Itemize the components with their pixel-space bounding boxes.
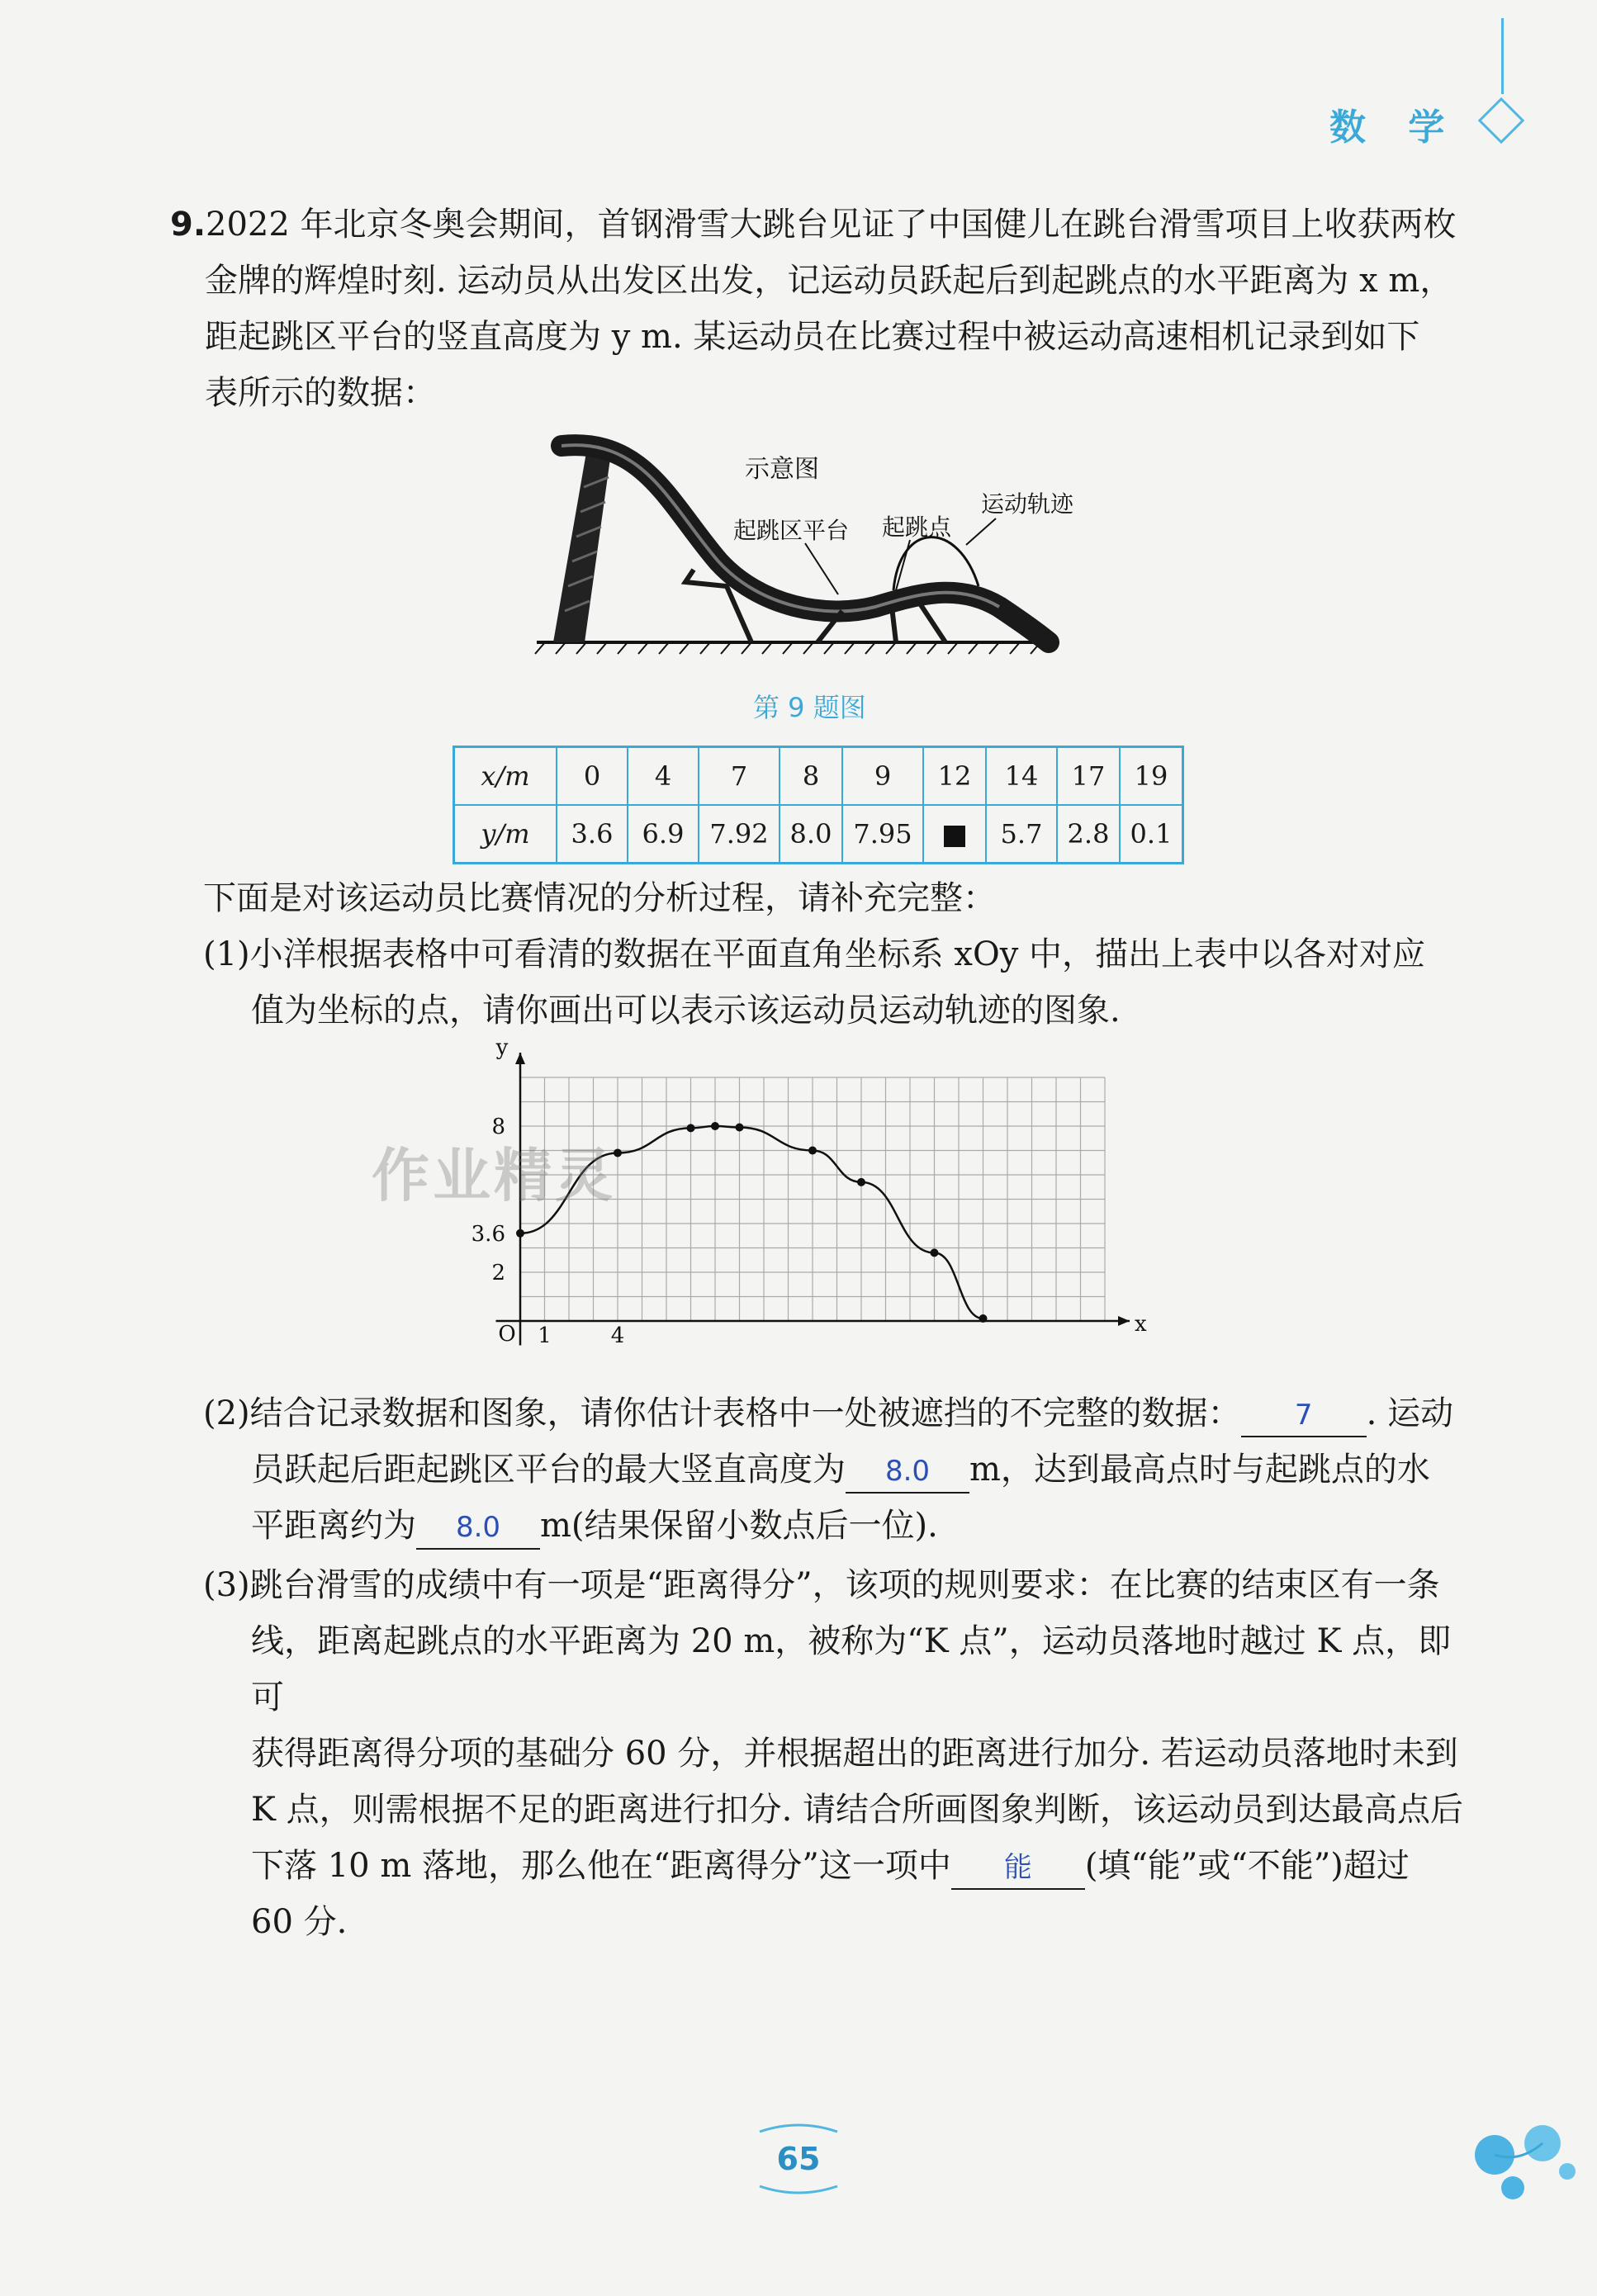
figure-title: 示意图 — [745, 455, 819, 484]
data-point — [979, 1314, 988, 1323]
part2-line3-post: m(结果保留小数点后一位). — [540, 1507, 938, 1545]
part3-line-2: 线，距离起跳点的水平距离为 20 m，被称为“K 点”，运动员落地时越过 K 点，即可 — [251, 1622, 1452, 1716]
y-axis-arrow-icon — [515, 1053, 525, 1064]
part2-line2-pre: 员跃起后距起跳区平台的最大竖直高度为 — [251, 1451, 846, 1489]
answer-blank-4[interactable]: 能 — [951, 1847, 1085, 1890]
table-cell: 2.8 — [1057, 805, 1120, 864]
y-tick-label: 3.6 — [471, 1221, 505, 1247]
data-table — [453, 746, 1184, 864]
analysis-intro: 下面是对该运动员比赛情况的分析过程，请补充完整： — [203, 879, 996, 917]
table-header-x: x/m — [454, 747, 557, 806]
intro-line-3: 距起跳区平台的竖直高度为 y m. 某运动员在比赛过程中被运动高速相机记录到如下 — [205, 318, 1420, 356]
table-row-y — [454, 805, 1183, 864]
table-cell: 12 — [923, 747, 986, 806]
part2-line1-post: . 运动 — [1366, 1394, 1454, 1432]
subject-title: 数 学 — [1329, 107, 1460, 149]
question-number: 9. — [170, 206, 206, 244]
diamond-icon — [1478, 97, 1525, 144]
y-tick-label: 2 — [491, 1261, 505, 1285]
intro-line-4: 表所示的数据： — [205, 374, 436, 412]
watermark: 作业精灵 — [372, 1142, 616, 1210]
part3-line-3: 获得距离得分项的基础分 60 分，并根据超出的距离进行加分. 若运动员落地时未到 — [251, 1735, 1458, 1773]
part2-line3-pre: 平距离约为 — [251, 1507, 416, 1545]
table-cell: 0 — [557, 747, 628, 806]
data-point — [857, 1178, 865, 1186]
table-cell: 7 — [699, 747, 780, 806]
table-cell: 5.7 — [986, 805, 1057, 864]
table-cell-masked — [923, 805, 986, 864]
page-number: 65 — [776, 2141, 821, 2177]
x-axis-arrow-icon — [1118, 1316, 1130, 1326]
trajectory-graph — [462, 1035, 1147, 1379]
part3-line-6: 60 分. — [251, 1903, 348, 1941]
data-point — [516, 1229, 524, 1238]
question-intro — [170, 196, 1458, 421]
data-point — [736, 1123, 744, 1131]
table-cell: 8.0 — [780, 805, 842, 864]
label-platform: 起跳区平台 — [733, 517, 850, 544]
table-cell: 8 — [780, 747, 842, 806]
intro-line-2: 金牌的辉煌时刻. 运动员从出发区出发，记运动员跃起后到起跳点的水平距离为 x m， — [205, 262, 1453, 300]
table-cell: 7.95 — [842, 805, 923, 864]
part1 — [203, 926, 1467, 1039]
part1-label: (1) — [203, 935, 250, 973]
pointer-platform — [805, 543, 838, 594]
part3-label: (3) — [203, 1566, 250, 1604]
ski-jump-figure — [528, 429, 1090, 669]
figure-caption: 第 9 题图 — [753, 692, 866, 723]
part3-line5-pre: 下落 10 m 落地，那么他在“距离得分”这一项中 — [251, 1847, 951, 1885]
data-point — [808, 1147, 817, 1155]
answer-blank-3[interactable]: 8.0 — [416, 1507, 540, 1550]
part1-line-1: 小洋根据表格中可看清的数据在平面直角坐标系 xOy 中，描出上表中以各对对应 — [249, 935, 1426, 973]
label-takeoff: 起跳点 — [882, 514, 952, 541]
part2-line1-pre: 结合记录数据和图象，请你估计表格中一处被遮挡的不完整的数据： — [249, 1394, 1241, 1432]
ground-hatch — [535, 642, 1040, 654]
table-cell: 3.6 — [557, 805, 628, 864]
table-row-x — [454, 747, 1183, 806]
table-cell: 14 — [986, 747, 1057, 806]
table-cell: 17 — [1057, 747, 1120, 806]
table-cell: 19 — [1120, 747, 1183, 806]
part3-line-4: K 点，则需根据不足的距离进行扣分. 请结合所画图象判断，该运动员到达最高点后 — [251, 1791, 1464, 1829]
answer-blank-1[interactable]: 7 — [1241, 1394, 1367, 1437]
x-axis-label: x — [1135, 1312, 1147, 1337]
origin-label: O — [498, 1322, 516, 1347]
part3 — [203, 1557, 1475, 1950]
part1-line-2: 值为坐标的点，请你画出可以表示该运动员运动轨迹的图象. — [251, 992, 1121, 1030]
masked-value-block — [944, 826, 965, 847]
part2-label: (2) — [203, 1394, 250, 1432]
data-point — [687, 1124, 695, 1132]
table-cell: 7.92 — [699, 805, 780, 864]
part2 — [203, 1385, 1475, 1554]
table-cell: 9 — [842, 747, 923, 806]
data-point — [931, 1248, 939, 1257]
table-cell: 6.9 — [628, 805, 699, 864]
data-point — [711, 1122, 719, 1130]
label-trajectory: 运动轨迹 — [981, 490, 1074, 518]
intro-line-1: 2022 年北京冬奥会期间，首钢滑雪大跳台见证了中国健儿在跳台滑雪项目上收获两枚 — [206, 206, 1457, 244]
y-axis-label: y — [495, 1035, 509, 1060]
x-tick-label: 4 — [610, 1323, 625, 1348]
y-tick-label: 8 — [491, 1115, 505, 1139]
x-tick-label: 1 — [538, 1323, 552, 1348]
part2-line2-post: m，达到最高点时与起跳点的水 — [969, 1451, 1430, 1489]
part3-line5-post: (填“能”或“不能”)超过 — [1084, 1847, 1410, 1885]
table-header-y: y/m — [454, 805, 557, 864]
table-cell: 4 — [628, 747, 699, 806]
answer-blank-2[interactable]: 8.0 — [846, 1451, 969, 1494]
table-cell: 0.1 — [1120, 805, 1183, 864]
pointer-trajectory — [966, 518, 996, 545]
part3-line-1: 跳台滑雪的成绩中有一项是“距离得分”，该项的规则要求：在比赛的结束区有一条 — [249, 1566, 1440, 1604]
bubbles-decoration-icon — [1462, 2114, 1585, 2204]
header-decoration-line — [1501, 18, 1504, 94]
